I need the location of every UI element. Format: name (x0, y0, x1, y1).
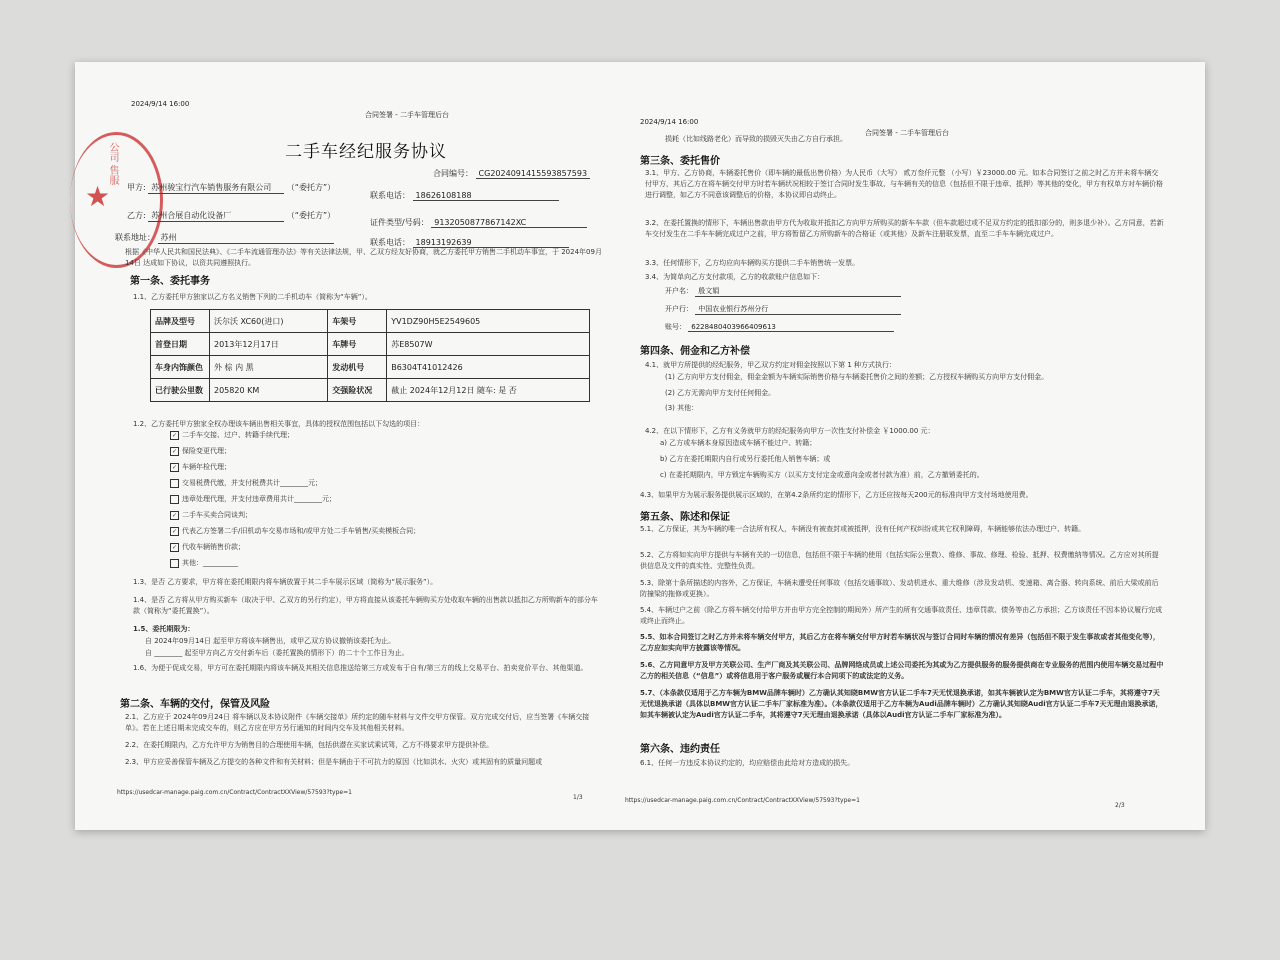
address: 苏州 (158, 232, 334, 244)
site-title: 合同签署 - 二手车管理后台 (365, 111, 449, 119)
account-no-row (665, 322, 894, 332)
authorization-list (170, 430, 590, 574)
clause-1-5b: 自 ________ 起至甲方向乙方交付新车后（委托置换的情形下）的二十个工作日为止。 (145, 649, 409, 657)
section-5-title: 第五条、陈述和保证 (640, 512, 730, 523)
authorization-item (170, 542, 590, 553)
clause-2-2: 2.2、在委托期限内，乙方允许甲方为销售目的合理使用车辆，包括供潜在买家试乘试驾，乙方不得要求甲方提供补偿。 (125, 741, 494, 749)
clause-3-4: 3.4、为简单向乙方支付款项，乙方的收款账户信息如下： (645, 273, 825, 281)
footer-url: https://usedcar-manage.paig.com.cn/Contract/ContractXXView/57593?type=1 (117, 789, 352, 796)
seal-text: 公司 售服 (107, 142, 118, 186)
engine-value: B6304T41012426 (387, 356, 590, 379)
mileage-label: 已行驶公里数 (151, 379, 210, 402)
clause-1-5a: 自 2024年09月14日 起至甲方将该车辆售出，或甲乙双方协议撤销该委托为止。 (145, 637, 396, 645)
authorization-item-label: 违章处理代理，并支付违章费用共计________元； (182, 495, 336, 503)
clause-4-3: 4.3、如果甲方为展示服务提供展示区域的，在第4.2条所约定的情形下，乙方还应按每天200元的标准向甲方支付场地使用费。 (640, 491, 1033, 499)
clause-4-1c: (3) 其他： (665, 404, 699, 412)
page-number-2: 2/3 (1115, 802, 1125, 809)
footer-url-2: https://usedcar-manage.paig.com.cn/Contract/ContractXXView/57593?type=1 (625, 797, 860, 804)
checkbox-icon[interactable]: ✓ (171, 463, 178, 471)
phone-label: 联系电话： (370, 191, 410, 200)
authorization-item (170, 430, 590, 441)
section-2-title: 第二条、车辆的交付，保管及风险 (120, 699, 270, 710)
clause-4-1: 4.1、就甲方所提供的经纪服务，甲乙双方约定对佣金按照以下第 1 种方式执行： (645, 361, 897, 369)
party-a-row (127, 182, 335, 194)
account-no: 6228480403966409613 (688, 323, 894, 332)
bank-label: 开户行： (665, 305, 693, 313)
id-type-label: 证件类型/号码： (370, 218, 429, 227)
page-title: 二手车经纪服务协议 (285, 142, 447, 162)
authorization-item-label: 交易税费代缴，并支付税费共计________元； (182, 479, 322, 487)
account-name-row (665, 286, 901, 297)
clause-4-1b: (2) 乙方无需向甲方支付任何佣金。 (665, 389, 776, 397)
address-row (115, 232, 334, 244)
color-label: 车身内饰颜色 (151, 356, 210, 379)
preamble: 根据《中华人民共和国民法典》、《二手车流通管理办法》等有关法律法规，甲、乙双方经友好协商，就乙方委托甲方销售二手机动车事宜，于 2024年09月14日 达成如下协议，以资共同遵照执行。 (125, 248, 602, 267)
clause-5-5: 5.5、如本合同签订之时乙方并未将车辆交付甲方，其后乙方在将车辆交付甲方时若车辆状况与签订合同时车辆的情况有差异（包括但不限于发生事故或者其他变化等），乙方应如实向甲方披露该等情况。 (640, 633, 1160, 652)
account-name-label: 开户名： (665, 287, 693, 295)
clause-3-1: 3.1、甲方、乙方协商，车辆委托售价（即车辆的最低出售价格）为人民币（大写） 贰万叁仟元整 （小写）￥23000.00 元。如本合同签订之前之时乙方并未将车辆交付甲方，其后乙方在将车辆交付甲方时若车辆状况相较于签订合同时发生事故、与车辆有关的信息（包括但不限于违章、抵押）等其他的变化，甲方有权单方对车辆价格进行调整，如乙方不同意该调整后的价格，本协议即自动终止。 (645, 169, 1163, 199)
checkbox-icon[interactable]: ✓ (171, 511, 178, 519)
authorization-item (170, 494, 590, 505)
authorization-item-label: 二手车交接、过户、转籍手续代理； (182, 431, 294, 439)
bank-row (665, 304, 901, 315)
checkbox-icon[interactable]: ✓ (171, 447, 178, 455)
clause-1-4: 1.4、是否 乙方将从甲方购买新车（取决于甲、乙双方的另行约定），甲方将直接从该委托车辆购买方处收取车辆的出售款以抵扣乙方所购新车的部分车款（简称为“委托置换”）。 (133, 596, 598, 615)
contract-no-row (433, 168, 590, 179)
reg-date-label: 首登日期 (151, 333, 210, 356)
section-1-title: 第一条、委托事务 (130, 276, 210, 287)
authorization-item-label: 代表乙方签署二手/旧机动车交易市场和/或甲方处二手车销售/买卖模板合同； (182, 527, 421, 535)
insurance-value: 截止 2024年12月12日 随车: 是 否 (387, 379, 590, 402)
clause-1-6: 1.6、为便于促成交易，甲方可在委托期限内将该车辆及其相关信息推送给第三方或发布于自有/第三方的线上交易平台、拍卖竞价平台、其他渠道。 (133, 664, 588, 672)
timestamp: 2024/9/14 16:00 (131, 100, 190, 108)
clause-5-3: 5.3、除第十条所描述的内容外，乙方保证，车辆未遭受任何事故（包括交通事故）、发动机进水、重大维修（涉及发动机、变速箱、离合器、转向系统、前后大梁或前后防撞梁的拖修或更换）。 (640, 579, 1159, 598)
document-sheet (75, 62, 1205, 830)
authorization-item (170, 446, 590, 457)
authorization-item (170, 510, 590, 521)
authorization-item (170, 462, 590, 473)
clause-3-3: 3.3、任何情形下，乙方均应向车辆购买方提供二手车销售统一发票。 (645, 259, 860, 267)
address-label: 联系地址： (115, 233, 155, 242)
party-b-id-row (370, 217, 587, 228)
party-a-name: 苏州骏宝行汽车销售服务有限公司 (148, 182, 284, 194)
section-4-title: 第四条、佣金和乙方补偿 (640, 346, 750, 357)
clause-1-2: 1.2、乙方委托甲方独家全权办理该车辆出售相关事宜，具体的授权范围包括以下勾选的项目： (133, 420, 425, 428)
authorization-item-label: 保险变更代理； (182, 447, 231, 455)
color-value: 外 棕 内 黑 (210, 356, 328, 379)
insurance-label: 交强险状况 (328, 379, 387, 402)
brand-label: 品牌及型号 (151, 310, 210, 333)
clause-5-6: 5.6、乙方同意甲方及甲方关联公司、生产厂商及其关联公司、品牌网络成员或上述公司委托为其或为乙方提供服务的服务提供商在专业服务的范围内使用车辆交易过程中乙方的相关信息（“信息”）或将信息用于客户服务或履行本合同项下的或法定的义务。 (640, 661, 1164, 680)
clause-1-5-title: 1.5、委托期限为： (133, 625, 195, 633)
clause-4-2c: c) 在委托期限内，甲方锁定车辆购买方（以买方支付定金或意向金或者付款为准）前，乙方撤销委托的。 (660, 471, 984, 479)
authorization-item-label: 二手车买卖合同谈判； (182, 511, 252, 519)
clause-5-7: 5.7、（本条款仅适用于乙方车辆为BMW品牌车辆时）乙方确认其知晓BMW官方认证二手车7天无忧退换承诺，如其车辆被认定为BMW官方认证二手车，其将遵守7天无忧退换承诺（具体以BMW官方认证二手车厂家标准为准）。（本条款仅适用于乙方车辆为Audi品牌车辆时）乙方确认其知晓Audi官方认证二手车7天无理由退换承诺，如其车辆被认定为Audi官方认证二手车，其将遵守7天无理由退换承诺（具体以Audi官方认证二手车厂家标准为准）。 (640, 689, 1163, 719)
continued-text: 损耗（比如线路老化）而导致的损毁灭失由乙方自行承担。 (665, 135, 847, 143)
bank-name: 中国农业银行苏州分行 (695, 304, 901, 315)
page-1 (75, 62, 625, 830)
clause-4-2a: a) 乙方或车辆本身原因造成车辆不能过户、转籍； (660, 439, 817, 447)
party-b-id: 9132050877867142XC (431, 218, 587, 228)
checkbox-icon[interactable]: ✓ (171, 543, 178, 551)
checkbox-icon[interactable] (170, 559, 179, 568)
party-a-label: 甲方: (127, 183, 146, 192)
site-title-2: 合同签署 - 二手车管理后台 (865, 129, 949, 137)
section-3-title: 第三条、委托售价 (640, 156, 720, 167)
party-a-phone-row (370, 190, 559, 201)
clause-1-1: 1.1、乙方委托甲方独家以乙方名义销售下列的二手机动车（简称为“车辆”）。 (133, 293, 372, 301)
phone-label-2: 联系电话： (370, 238, 410, 247)
clause-5-4: 5.4、车辆过户之前（除乙方将车辆交付给甲方并由甲方完全控制的期间外）所产生的所有交通事故责任、违章罚款、债务等由乙方承担；乙方该责任不因本协议履行完成或终止而终止。 (640, 606, 1163, 625)
brand-value: 沃尔沃 XC60(进口) (210, 310, 328, 333)
clause-6-1: 6.1、任何一方违反本协议约定的，均应赔偿由此给对方造成的损失。 (640, 759, 855, 767)
clause-4-2: 4.2、在以下情形下，乙方有义务就甲方的经纪服务向甲方一次性支付补偿金 ￥1000.00 元： (645, 427, 935, 435)
clause-5-2: 5.2、乙方将如实向甲方提供与车辆有关的一切信息，包括但不限于车辆的使用（包括实际公里数）、维修、事故、修理、检验、抵押、权费缴纳等情况。乙方应对其所提供信息及文件的真实性、完整性负责。 (640, 551, 1159, 570)
party-a-phone: 18626108188 (413, 191, 559, 201)
reg-date-value: 2013年12月17日 (210, 333, 328, 356)
vehicle-table (150, 309, 590, 402)
checkbox-icon[interactable] (170, 495, 179, 504)
account-no-label: 账号： (665, 323, 686, 331)
party-b-phone: 18913192639 (413, 238, 569, 248)
page-number: 1/3 (573, 794, 583, 801)
seal-star-icon: ★ (85, 180, 111, 213)
clause-2-1: 2.1、乙方应于 2024年09月24日 将车辆以及本协议附件《车辆交接单》所约定的随车材料与文件交甲方保管。双方完成交付后，应当签署《车辆交接单》。若在上述日期未完成交车的，则乙方应在甲方另行通知的时间内交车及其他相关材料。 (125, 713, 590, 732)
plate-value: 苏E8507W (387, 333, 590, 356)
party-b-name: 苏州合展自动化设备厂 (148, 210, 284, 222)
checkbox-icon[interactable]: ✓ (171, 431, 178, 439)
clause-4-1a: (1) 乙方向甲方支付佣金，佣金金额为车辆实际销售价格与车辆委托售价之间的差额；乙方授权车辆购买方向甲方支付佣金。 (665, 373, 1049, 381)
section-6-title: 第六条、违约责任 (640, 744, 720, 755)
vin-value: YV1DZ90H5E2549605 (387, 310, 590, 333)
page-2 (625, 62, 1195, 830)
checkbox-icon[interactable]: ✓ (171, 527, 178, 535)
clause-2-3: 2.3、甲方应妥善保管车辆及乙方提交的各种文件和有关材料；但是车辆由于不可抗力的原因（比如洪水、火灾）或其固有的质量问题或 (125, 758, 543, 766)
authorization-item (170, 478, 590, 489)
mileage-value: 205820 KM (210, 379, 328, 402)
authorization-item-label: 其他：__________ (182, 559, 238, 567)
authorization-item (170, 526, 590, 537)
authorization-item (170, 558, 590, 569)
authorization-item-label: 代收车辆销售价款； (182, 543, 245, 551)
clause-1-3: 1.3、是否 乙方要求，甲方将在委托期限内将车辆放置于其二手车展示区域（简称为“展示服务”）。 (133, 578, 438, 586)
authorization-item-label: 车辆年检代理； (182, 463, 231, 471)
timestamp-2: 2024/9/14 16:00 (640, 118, 699, 126)
party-b-role: （“委托方”） (286, 211, 336, 220)
party-b-label: 乙方: (127, 211, 146, 220)
clause-3-2: 3.2、在委托置换的情形下，车辆出售款由甲方代为收取并抵扣乙方向甲方所购买的新车车款（但车款超过或不足双方约定的抵扣部分的，则多退少补）。乙方同意，若新车交付发生在二手车车辆完成过户之前，甲方将暂留乙方所购新车的合格证（或其他）及新车注册联发票，直至二手车车辆完成过户。 (645, 219, 1164, 238)
engine-label: 发动机号 (328, 356, 387, 379)
plate-label: 车牌号 (328, 333, 387, 356)
contract-no: CG20240914155938575​93 (476, 169, 591, 179)
party-b-row (127, 210, 335, 222)
clause-4-2b: b) 乙方在委托期限内自行或另行委托他人销售车辆；或 (660, 455, 831, 463)
party-a-role: （“委托方”） (286, 183, 336, 192)
clause-5-1: 5.1、乙方保证，其为车辆的唯一合法所有权人，车辆没有被查封或被抵押，没有任何产权纠纷或其它权利障碍，车辆能够依法办理过户、转籍。 (640, 525, 1086, 533)
vin-label: 车架号 (328, 310, 387, 333)
checkbox-icon[interactable] (170, 479, 179, 488)
contract-no-label: 合同编号： (433, 169, 473, 178)
account-name: 殷文娟 (695, 286, 901, 297)
